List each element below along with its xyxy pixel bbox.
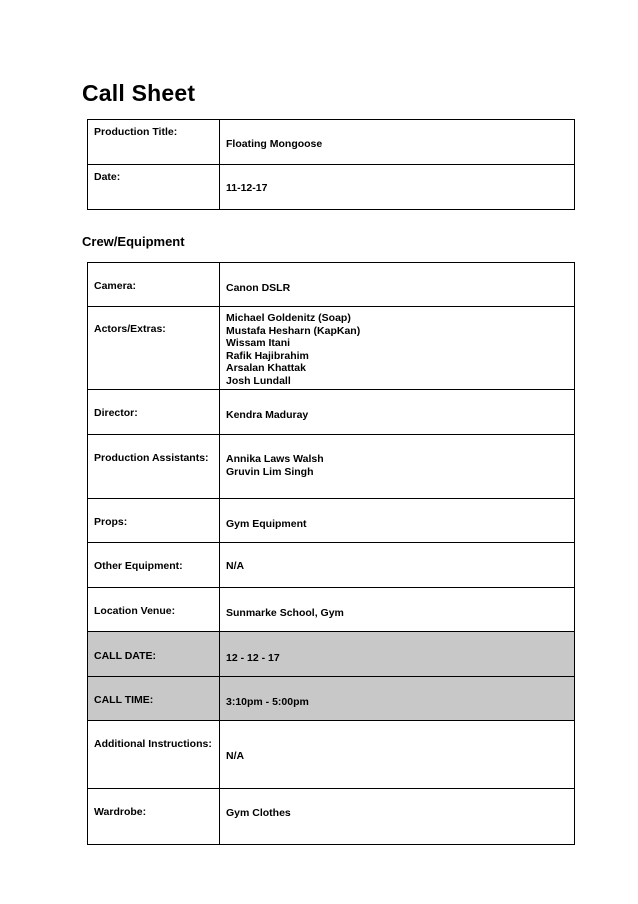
production-assistants-value	[220, 435, 575, 499]
wardrobe-value	[220, 789, 575, 845]
table-row-date	[88, 165, 575, 210]
call-date-value	[220, 632, 575, 677]
actors-extras-label: Actors/Extras:	[88, 307, 220, 390]
production-info-table	[87, 119, 575, 210]
wardrobe-value-line: Gym Clothes	[226, 807, 291, 819]
table-row-director	[88, 390, 575, 435]
location-venue-label: Location Venue:	[88, 588, 220, 632]
table-row-location-venue	[88, 588, 575, 632]
table-row-wardrobe	[88, 789, 575, 845]
page-title: Call Sheet	[82, 80, 196, 106]
camera-value-line: Canon DSLR	[226, 282, 291, 294]
additional-instructions-value-line: N/A	[226, 750, 245, 762]
additional-instructions-value	[220, 721, 575, 789]
props-value-line: Gym Equipment	[226, 518, 307, 530]
props-label: Props:	[88, 499, 220, 543]
director-value-line: Kendra Maduray	[226, 409, 309, 421]
actors-extras-value-line: Michael Goldenitz (Soap)	[226, 312, 351, 324]
other-equipment-value-line: N/A	[226, 560, 245, 572]
table-row-props	[88, 499, 575, 543]
table-row-production-assistants	[88, 435, 575, 499]
props-value	[220, 499, 575, 543]
actors-extras-value-line: Rafik Hajibrahim	[226, 349, 309, 362]
camera-label: Camera:	[88, 263, 220, 307]
actors-extras-value-line: Josh Lundall	[226, 374, 291, 387]
actors-extras-value-line: Wissam Itani	[226, 337, 291, 349]
production-assistants-label: Production Assistants:	[88, 435, 220, 499]
other-equipment-label: Other Equipment:	[88, 543, 220, 588]
call-time-label: CALL TIME:	[88, 677, 220, 721]
table-row-call-time	[88, 677, 575, 721]
call-date-value-line: 12 - 12 - 17	[226, 652, 280, 664]
production-title-label: Production Title:	[88, 120, 220, 165]
production-title-value: Floating Mongoose	[220, 120, 575, 165]
actors-extras-value-line: Arsalan Khattak	[226, 362, 306, 374]
production-assistants-value-line: Gruvin Lim Singh	[226, 465, 314, 478]
crew-equipment-table	[87, 262, 575, 845]
production-assistants-value-line: Annika Laws Walsh	[226, 453, 324, 465]
table-row-camera	[88, 263, 575, 307]
location-venue-value-line: Sunmarke School, Gym	[226, 607, 344, 619]
actors-extras-value	[220, 307, 575, 390]
call-date-label: CALL DATE:	[88, 632, 220, 677]
call-time-value	[220, 677, 575, 721]
camera-value	[220, 263, 575, 307]
crew-equipment-heading: Crew/Equipment	[82, 234, 185, 249]
date-value: 11-12-17	[220, 165, 575, 210]
table-row-additional-instructions	[88, 721, 575, 789]
additional-instructions-label: Additional Instructions:	[88, 721, 220, 789]
director-label: Director:	[88, 390, 220, 435]
actors-extras-value-line: Mustafa Hesharn (KapKan)	[226, 324, 361, 337]
table-row-production-title	[88, 120, 575, 165]
date-label: Date:	[88, 165, 220, 210]
location-venue-value	[220, 588, 575, 632]
director-value	[220, 390, 575, 435]
other-equipment-value	[220, 543, 575, 588]
table-row-other-equipment	[88, 543, 575, 588]
table-row-call-date	[88, 632, 575, 677]
table-row-actors-extras	[88, 307, 575, 390]
wardrobe-label: Wardrobe:	[88, 789, 220, 845]
call-time-value-line: 3:10pm - 5:00pm	[226, 696, 309, 708]
